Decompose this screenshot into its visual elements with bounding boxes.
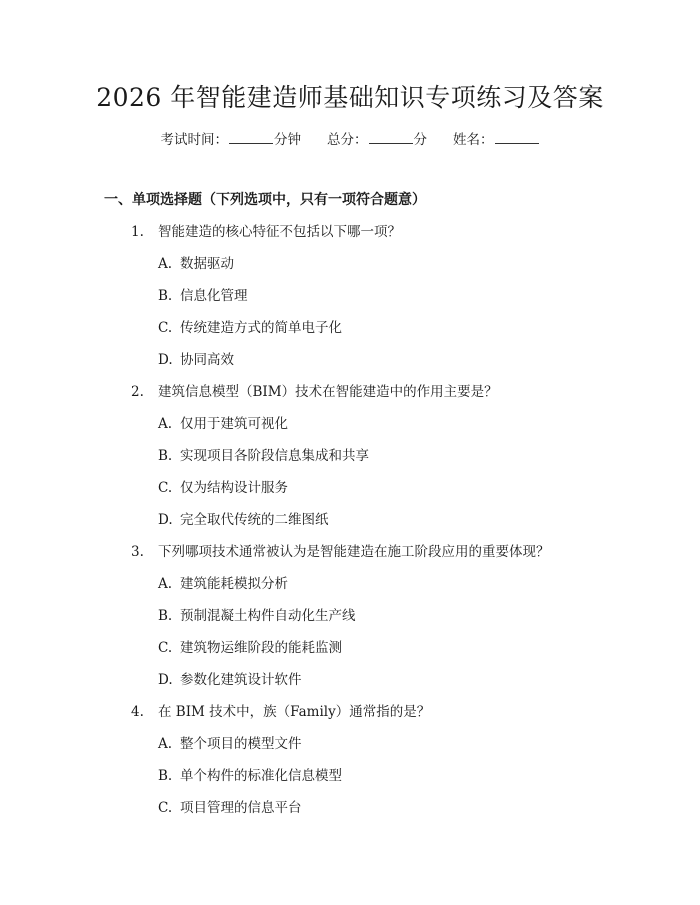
option-2a [158,414,288,434]
question-number: 3. [131,544,144,560]
question-number: 1. [131,224,144,240]
name-label: 姓名： [453,132,494,148]
option-text: 实现项目各阶段信息集成和共享 [180,448,369,464]
option-2d [158,510,329,530]
option-letter: A. [158,256,173,272]
question-4 [131,702,430,722]
option-letter: B. [158,608,173,624]
option-3c [158,638,342,658]
option-letter: D. [158,672,173,688]
option-letter: A. [158,576,173,592]
score-blank [369,130,413,144]
option-text: 仅用于建筑可视化 [180,416,288,432]
option-letter: A. [158,736,173,752]
score-label: 总分： [327,132,368,148]
option-3d [158,670,302,690]
option-3a [158,574,288,594]
option-text: 单个构件的标准化信息模型 [180,768,342,784]
question-text: 下列哪项技术通常被认为是智能建造在施工阶段应用的重要体现？ [158,544,550,560]
question-text: 建筑信息模型（BIM）技术在智能建造中的作用主要是？ [158,384,498,400]
section-heading: 一、单项选择题（下列选项中，只有一项符合题意） [104,192,426,208]
option-text: 仅为结构设计服务 [180,480,288,496]
option-letter: C. [158,800,173,816]
option-text: 建筑能耗模拟分析 [180,576,288,592]
option-1b [158,286,248,306]
option-letter: D. [158,352,173,368]
option-letter: B. [158,768,173,784]
name-blank [495,130,539,144]
option-1a [158,254,234,274]
question-1 [131,222,401,242]
option-text: 协同高效 [180,352,234,368]
time-label: 考试时间： [160,132,228,148]
option-4c [158,798,302,818]
option-letter: D. [158,512,173,528]
exam-meta-line [0,130,700,150]
option-text: 数据驱动 [180,256,234,272]
option-letter: C. [158,640,173,656]
option-letter: B. [158,288,173,304]
option-text: 信息化管理 [180,288,248,304]
option-letter: A. [158,416,173,432]
option-letter: C. [158,320,173,336]
option-letter: C. [158,480,173,496]
question-text: 在 BIM 技术中，族（Family）通常指的是？ [158,704,431,720]
score-unit: 分 [413,132,427,148]
option-text: 建筑物运维阶段的能耗监测 [180,640,342,656]
option-3b [158,606,356,626]
document-title: 2026 年智能建造师基础知识专项练习及答案 [96,83,604,112]
option-2b [158,446,369,466]
option-2c [158,478,288,498]
question-3 [131,542,550,562]
option-text: 项目管理的信息平台 [180,800,302,816]
option-1c [158,318,342,338]
option-4a [158,734,302,754]
option-text: 完全取代传统的二维图纸 [180,512,329,528]
time-unit: 分钟 [274,132,301,148]
option-text: 预制混凝土构件自动化生产线 [180,608,356,624]
option-text: 传统建造方式的简单电子化 [180,320,342,336]
question-2 [131,382,498,402]
option-letter: B. [158,448,173,464]
option-text: 参数化建筑设计软件 [180,672,302,688]
option-4b [158,766,342,786]
time-blank [229,130,273,144]
option-text: 整个项目的模型文件 [180,736,302,752]
question-number: 2. [131,384,144,400]
option-1d [158,350,234,370]
question-text: 智能建造的核心特征不包括以下哪一项？ [158,224,401,240]
question-number: 4. [131,704,144,720]
